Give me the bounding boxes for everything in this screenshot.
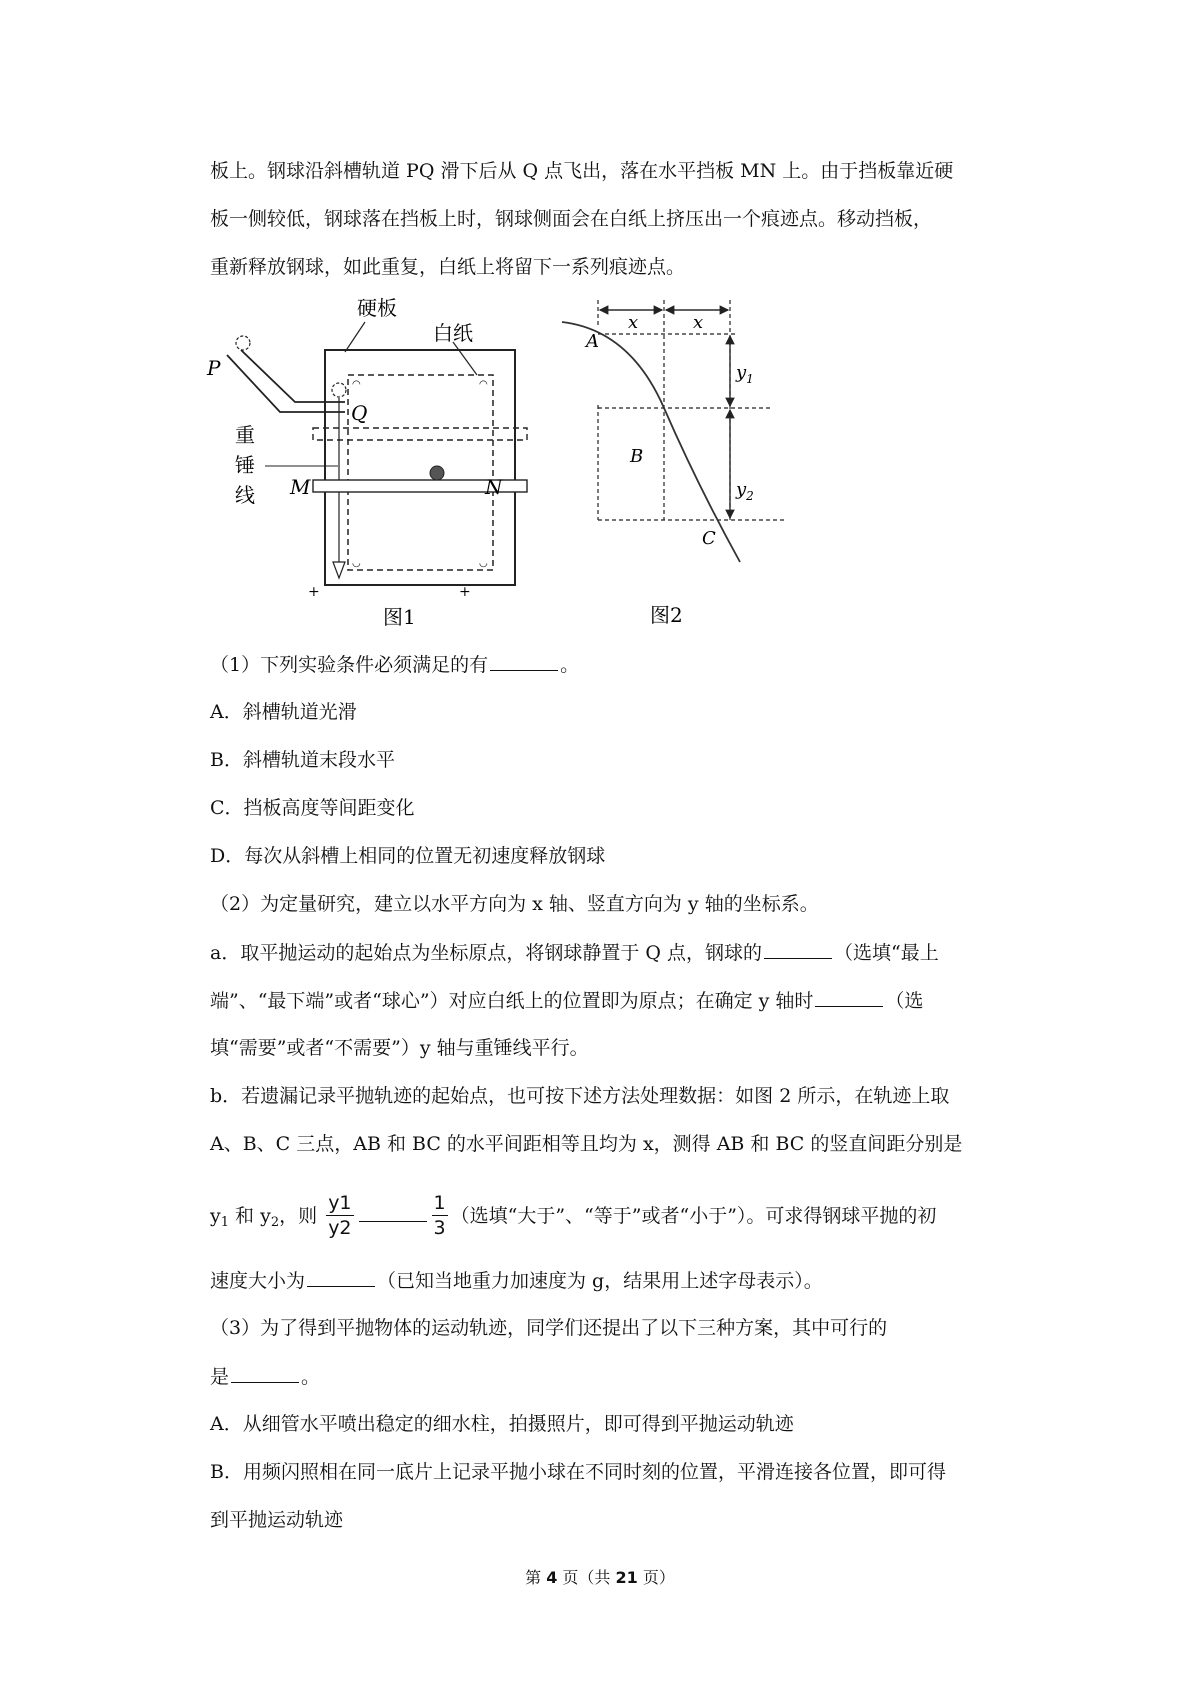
page-number: 4 xyxy=(546,1568,558,1587)
svg-text:◠: ◠ xyxy=(352,379,361,390)
label-N: N xyxy=(485,475,503,499)
figure-2 xyxy=(586,300,850,627)
intro-line-2: 板一侧较低，钢球落在挡板上时，钢球侧面会在白纸上挤压出一个痕迹点。移动挡板， xyxy=(210,208,933,230)
label-y1: $y_1$ xyxy=(736,362,754,386)
q1-option-c: C．挡板高度等间距变化 xyxy=(210,797,415,819)
q1-option-d: D．每次从斜槽上相同的位置无初速度释放钢球 xyxy=(210,845,606,867)
q2-b-line-4: 速度大小为 （已知当地重力加速度为 g，结果用上述字母表示）。 xyxy=(210,1266,823,1295)
q2-b-line-2: A、B、C 三点，AB 和 BC 的水平间距相等且均为 x，测得 AB 和 BC 的竖直间距分别是 xyxy=(210,1133,963,1155)
figure-2-caption: 图2 xyxy=(650,603,683,627)
q2-a-blank-1[interactable] xyxy=(764,938,832,959)
fraction-one-third: $\frac{1}{3}$ xyxy=(433,1191,446,1239)
svg-text:◡: ◡ xyxy=(479,558,488,569)
q2-b-blank-1[interactable] xyxy=(359,1201,427,1222)
fraction-y1-over-y2: $\frac{y1}{y2}$ xyxy=(328,1191,352,1239)
q1-option-a: A．斜槽轨道光滑 xyxy=(210,701,357,723)
q2-a-line-1: a．取平抛运动的起始点为坐标原点，将钢球静置于 Q 点，钢球的 （选填“最上 xyxy=(210,938,939,967)
label-C: C xyxy=(702,528,716,549)
q3-stem-line-2: 是 。 xyxy=(210,1362,320,1391)
q2-stem: （2）为定量研究，建立以水平方向为 x 轴、竖直方向为 y 轴的坐标系。 xyxy=(210,893,819,915)
q2-a-line-2: 端”、“最下端”或者“球心”）对应白纸上的位置即为原点；在确定 y 轴时 （选 xyxy=(210,986,923,1015)
steel-ball xyxy=(430,466,444,480)
q2-b-line-3: $y_1$ 和 $y_2$，则 $\frac{y1}{y2}$ $\frac{1}{3}$ （选填“大于”、“等于”或者“小于”）。可求得钢球平抛的初 xyxy=(210,1191,937,1239)
label-y2: $y_2$ xyxy=(736,479,754,503)
intro-line-3: 重新释放钢球，如此重复，白纸上将留下一系列痕迹点。 xyxy=(210,256,686,278)
svg-text:+: + xyxy=(459,584,471,600)
figure-1-caption: 图1 xyxy=(383,605,416,629)
q2-a-blank-2[interactable] xyxy=(815,986,883,1007)
q1-option-b: B．斜槽轨道末段水平 xyxy=(210,749,395,771)
q3-option-b-line-1: B．用频闪照相在同一底片上记录平抛小球在不同时刻的位置，平滑连接各位置，即可得 xyxy=(210,1461,946,1483)
label-Q: Q xyxy=(351,401,368,425)
white-paper xyxy=(348,375,493,570)
label-P: P xyxy=(207,356,221,380)
chute-track xyxy=(227,355,345,412)
page-total: 21 xyxy=(615,1568,638,1587)
label-M: M xyxy=(290,475,311,499)
q3-stem-line-1: （3）为了得到平抛物体的运动轨迹，同学们还提出了以下三种方案，其中可行的 xyxy=(210,1317,888,1339)
label-A: A xyxy=(586,331,599,352)
svg-text:◠: ◠ xyxy=(479,379,488,390)
page-footer: 第 4 页（共 21 页） xyxy=(525,1568,675,1587)
figure-1 xyxy=(205,290,525,630)
q3-option-b-line-2: 到平抛运动轨迹 xyxy=(210,1509,344,1531)
q1-answer-blank[interactable] xyxy=(490,650,558,671)
intro-line-1: 板上。钢球沿斜槽轨道 PQ 滑下后从 Q 点飞出，落在水平挡板 MN 上。由于挡板靠近硬 xyxy=(210,160,954,182)
label-plumb-1: 重 xyxy=(235,423,255,447)
label-white-paper: 白纸 xyxy=(433,321,473,345)
q1-stem: （1）下列实验条件必须满足的有 。 xyxy=(210,650,579,679)
label-plumb-3: 线 xyxy=(235,483,255,507)
q3-option-a: A．从细管水平喷出稳定的细水柱，拍摄照片，即可得到平抛运动轨迹 xyxy=(210,1413,794,1435)
label-B: B xyxy=(630,446,644,467)
svg-text:◡: ◡ xyxy=(352,558,361,569)
q2-b-line-1: b．若遗漏记录平抛轨迹的起始点，也可按下述方法处理数据：如图 2 所示，在轨迹上取 xyxy=(210,1085,950,1107)
svg-text:+: + xyxy=(308,584,320,600)
trajectory-curve xyxy=(562,322,740,562)
q2-b-blank-2[interactable] xyxy=(307,1266,375,1287)
q2-a-line-3: 填“需要”或者“不需要”）y 轴与重锤线平行。 xyxy=(210,1037,589,1059)
label-x-1: x xyxy=(628,312,639,333)
label-hard-board: 硬板 xyxy=(357,296,397,320)
label-plumb-2: 锤 xyxy=(235,453,255,477)
label-x-2: x xyxy=(693,312,704,333)
q3-answer-blank[interactable] xyxy=(231,1362,299,1383)
